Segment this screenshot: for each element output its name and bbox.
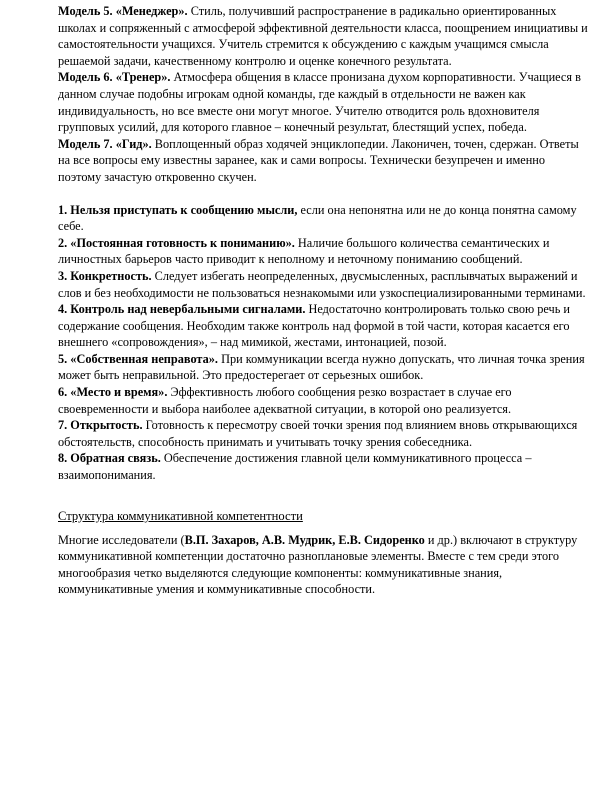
model-5-paragraph xyxy=(58,3,590,69)
rule-6-paragraph xyxy=(58,384,590,417)
rule-3-label: 3. Конкретность. xyxy=(58,268,152,283)
rule-7-label: 7. Открытость. xyxy=(58,418,143,433)
model-7-label: Модель 7. «Гид». xyxy=(58,136,152,151)
model-7-text: Воплощенный образ ходячей энциклопедии. Лаконичен, точен, сдержан. Ответы на все вопросы ему известны заранее, как и сами вопросы. Технически безупречен и именно поэтому зачастую откровенно скучен. xyxy=(58,136,579,184)
rule-2-paragraph xyxy=(58,235,590,268)
rule-5-label: 5. «Собственная неправота». xyxy=(58,351,218,366)
rule-2-text: Наличие большого количества семантических и личностных барьеров часто приводит к неполному и неточному пониманию сообщений. xyxy=(58,235,550,267)
section-intro-paragraph xyxy=(58,532,590,598)
rule-6-text: Эффективность любого сообщения резко возрастает в случае его своевременности и выбора наиболее адекватной ситуации, в которой оно реализуется. xyxy=(58,385,512,416)
model-6-label: Модель 6. «Тренер». xyxy=(58,70,171,85)
intro-authors: В.П. Захаров, А.В. Мудрик, Е.В. Сидоренко xyxy=(184,532,425,547)
rule-1-label: 1. Нельзя приступать к сообщению мысли, xyxy=(58,202,298,217)
rule-2-label: 2. «Постоянная готовность к пониманию». xyxy=(58,235,295,250)
spacer xyxy=(58,484,590,508)
rule-4-text: Недостаточно контролировать только свою речь и содержание сообщения. Необходим также контроль над формой в той части, которая касается его внешнего «сопровождения», – над мимикой, жестами, интонацией, позой. xyxy=(58,302,570,350)
rule-8-label: 8. Обратная связь. xyxy=(58,451,161,466)
intro-after: и др.) включают в структуру коммуникативной компетенции достаточно разноплановые элементы. Вместе с тем среди этого многообразия четко выделяются следующие компоненты: коммуникативные знания, коммуникативные умения и коммуникативные способности. xyxy=(58,532,578,597)
model-6-text: Атмосфера общения в классе пронизана духом корпоративности. Учащиеся в данном случае подобны игрокам одной команды, где каждый в отдельности не важен как индивидуальность, но все вместе они могут многое. Учителю отводится роль вдохновителя групповых усилий, для которого главное – конечный результат, блестящий успех, победа. xyxy=(58,70,581,135)
rule-4-paragraph xyxy=(58,301,590,351)
model-5-text: Стиль, получивший распространение в радикально ориентированных школах и сопряженный с атмосферой эффективной деятельности класса, поощрением инициативы и самостоятельности учащихся. Учитель стремится к обсуждению с каждым учащимся смысла решаемой задачи, качественному контролю и оценке конечного результата. xyxy=(58,4,588,68)
rule-8-paragraph xyxy=(58,450,590,483)
rule-1-paragraph xyxy=(58,202,590,235)
rule-4-label: 4. Контроль над невербальными сигналами. xyxy=(58,302,306,317)
rule-7-paragraph xyxy=(58,417,590,450)
rule-3-text: Следует избегать неопределенных, двусмысленных, расплывчатых выражений и слов и без необходимости не пользоваться незнакомыми или узкоспециализированными терминами. xyxy=(58,268,586,300)
model-5-label: Модель 5. «Менеджер». xyxy=(58,4,188,18)
rule-3-paragraph xyxy=(58,268,590,301)
spacer xyxy=(58,186,590,202)
rule-7-text: Готовность к пересмотру своей точки зрения под влиянием вновь открывающихся обстоятельств, способность принимать и учитывать точку зрения собеседника. xyxy=(58,418,578,449)
rule-6-label: 6. «Место и время». xyxy=(58,385,168,400)
rule-5-paragraph xyxy=(58,351,590,384)
section-heading: Структура коммуникативной компетентности xyxy=(58,508,303,523)
rule-1-text: если она непонятна или не до конца понятна самому себе. xyxy=(58,202,577,234)
intro-before: Многие исследователи ( xyxy=(58,532,185,547)
rule-5-text: При коммуникации всегда нужно допускать, что личная точка зрения может быть неправильной. Это предостерегает от серьезных ошибок. xyxy=(58,351,585,383)
model-6-paragraph xyxy=(58,69,590,135)
rule-8-text: Обеспечение достижения главной цели коммуникативного процесса – взаимопонимания. xyxy=(58,451,532,483)
model-7-paragraph xyxy=(58,136,590,186)
document-page xyxy=(58,3,590,598)
